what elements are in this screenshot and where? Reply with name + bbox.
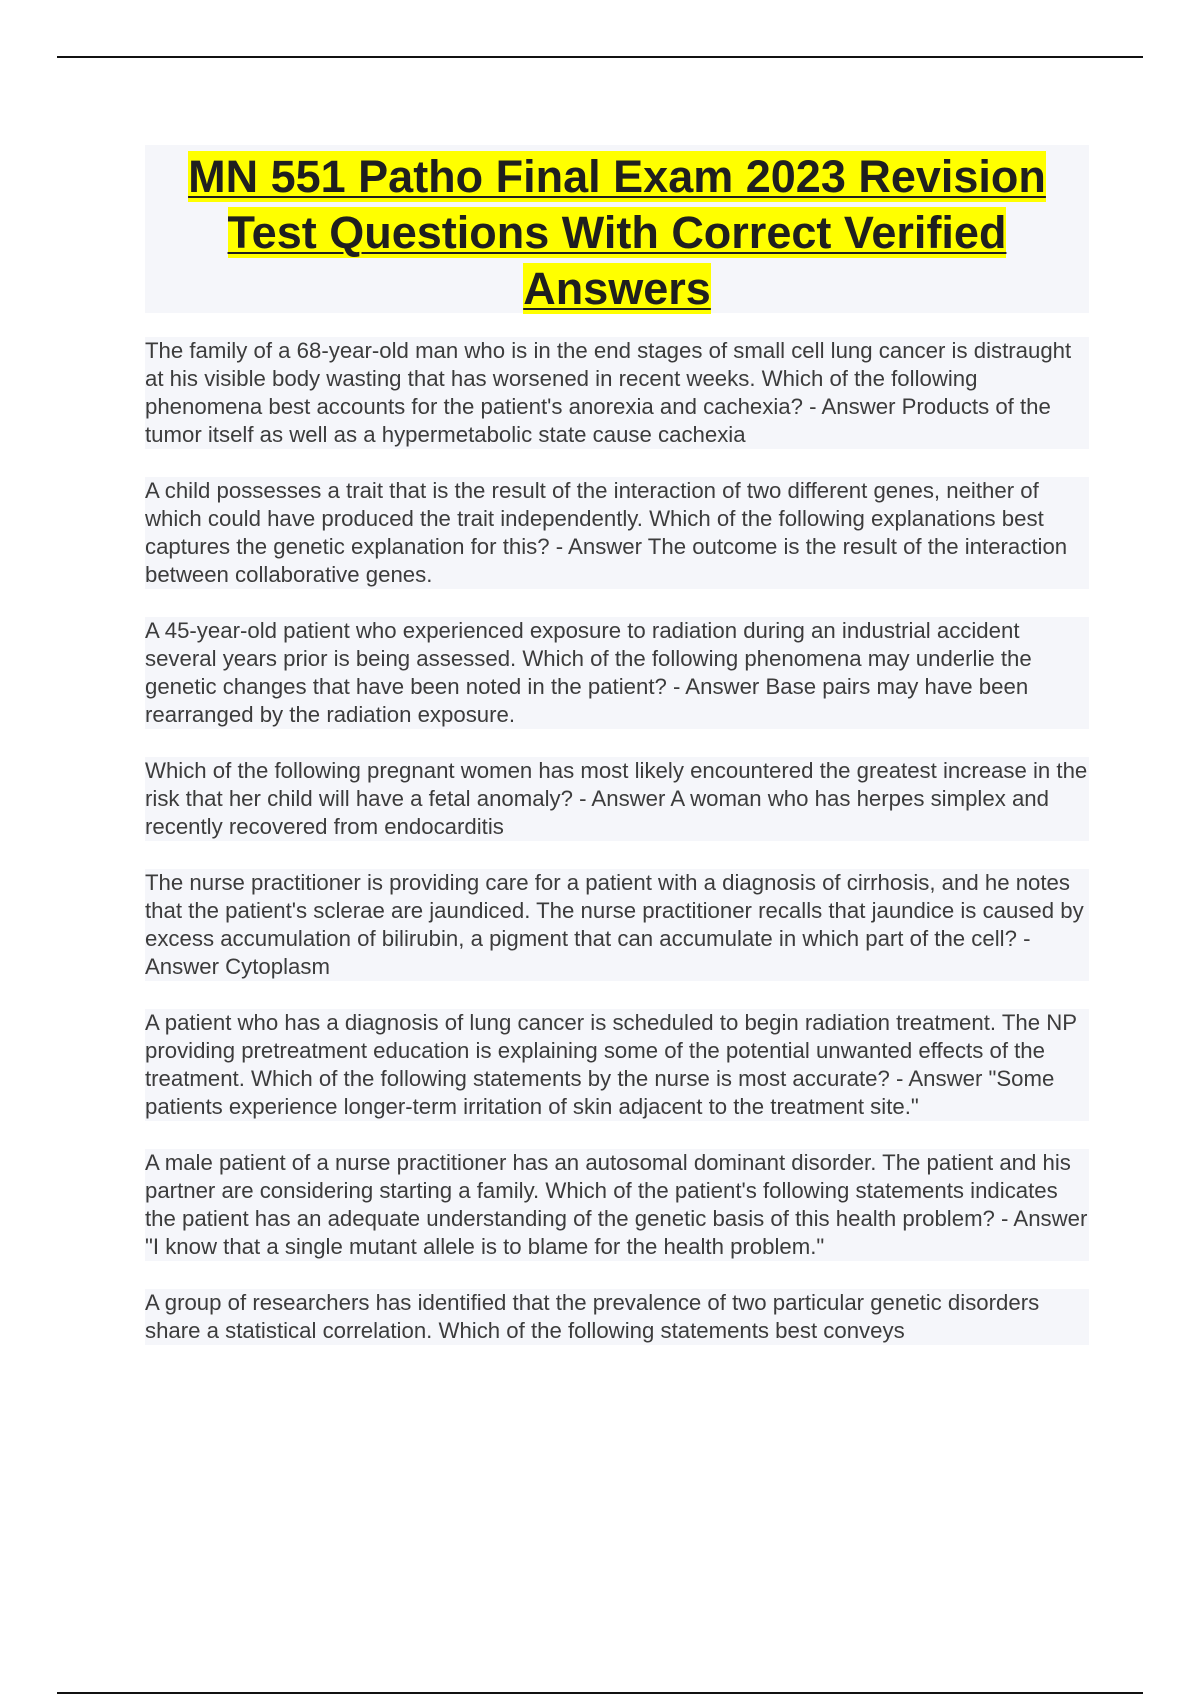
- qa-paragraph: A group of researchers has identified that the prevalence of two particular genetic disorders share a statistical correlation. Which of the following statements best conveys: [145, 1289, 1089, 1345]
- qa-paragraph: Which of the following pregnant women has most likely encountered the greatest increase in the risk that her child will have a fetal anomaly? - Answer A woman who has herpes simplex and recently recovered from endocarditis: [145, 758, 1088, 839]
- question-answer-list: [145, 337, 1089, 1373]
- qa-paragraph: A child possesses a trait that is the result of the interaction of two different genes, neither of which could have produced the trait independently. Which of the following explanations best captures the genetic explanation for this? - Answer The outcome is the result of the interaction between collaborative genes.: [145, 477, 1089, 589]
- document-title: [145, 145, 1089, 313]
- qa-paragraph: A 45-year-old patient who experienced exposure to radiation during an industrial accident several years prior is being assessed. Which of the following phenomena may underlie the genetic changes that have been noted in the patient? - Answer Base pairs may have been rearranged by the radiation exposure.: [145, 617, 1089, 729]
- title-line: MN 551 Patho Final Exam 2023 Revision: [188, 151, 1046, 202]
- title-line: Test Questions With Correct Verified: [227, 207, 1007, 258]
- top-rule: [57, 56, 1143, 58]
- qa-paragraph: The family of a 68-year-old man who is in the end stages of small cell lung cancer is distraught at his visible body wasting that has worsened in recent weeks. Which of the following phenomena best accounts for the patient's anorexia and cachexia? - Answer Products of the tumor itself as well as a hypermetabolic state cause cachexia: [145, 337, 1089, 449]
- qa-paragraph: The nurse practitioner is providing care for a patient with a diagnosis of cirrhosis, and he notes that the patient's sclerae are jaundiced. The nurse practitioner recalls that jaundice is caused by excess accumulation of bilirubin, a pigment that can accumulate in which part of the cell? - Answer Cytoplasm: [145, 869, 1089, 981]
- qa-paragraph: A male patient of a nurse practitioner has an autosomal dominant disorder. The patient and his partner are considering starting a family. Which of the patient's following statements indicates the patient has an adequate understanding of the genetic basis of this health problem? - Answer "I know that a single mutant allele is to blame for the health problem.": [145, 1150, 1088, 1259]
- bottom-rule: [57, 1692, 1143, 1694]
- title-line: Answers: [523, 263, 711, 314]
- qa-paragraph: A patient who has a diagnosis of lung cancer is scheduled to begin radiation treatment. The NP providing pretreatment education is explaining some of the potential unwanted effects of the treatment. Which of the following statements by the nurse is most accurate? - Answer "Some patients experience longer-term irritation of skin adjacent to the treatment site.": [145, 1009, 1089, 1121]
